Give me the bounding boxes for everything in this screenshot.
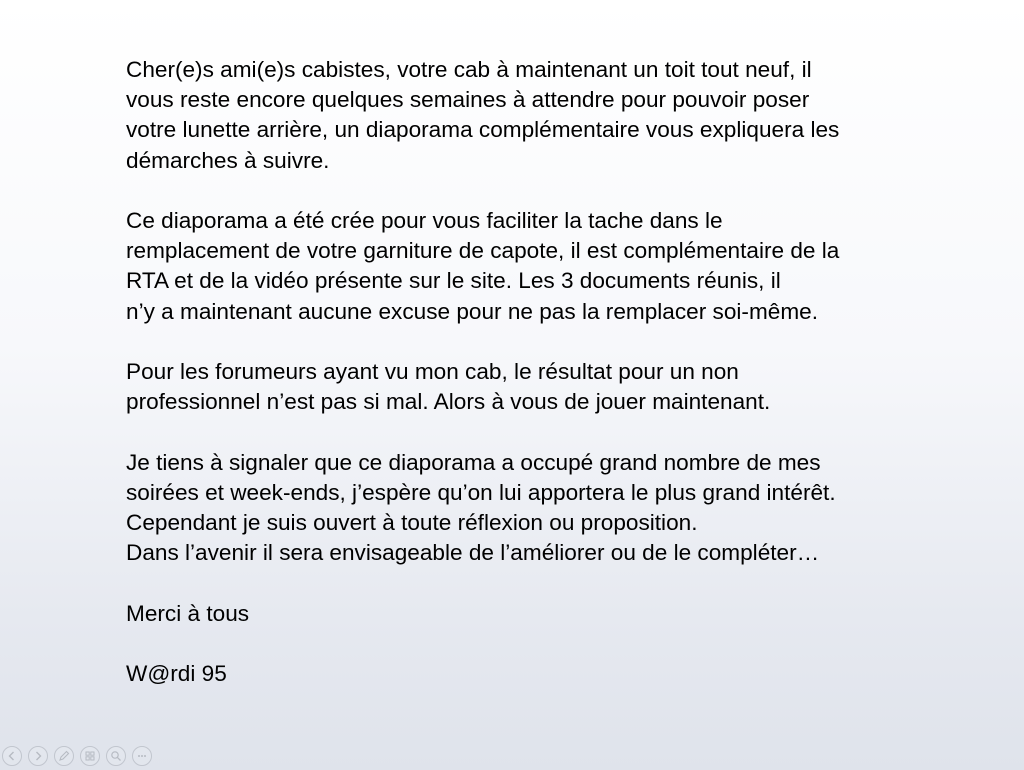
slide-text-body: [126, 55, 1006, 689]
text-line: Merci à tous: [126, 600, 250, 626]
text-line: Cher(e)s ami(e)s cabistes, votre cab à maintenant un toit tout neuf, il: [126, 57, 812, 82]
previous-icon: [6, 750, 18, 762]
text-line: n’y a maintenant aucune excuse pour ne pas la remplacer soi-même.: [126, 298, 818, 324]
more-options-button[interactable]: [132, 746, 152, 766]
text-line: RTA et de la vidéo présente sur le site. Les 3 documents réunis, il: [126, 268, 781, 294]
text-line: remplacement de votre garniture de capote, il est complémentaire de la: [126, 238, 840, 264]
paragraph-spacer: [126, 327, 1006, 357]
text-line: votre lunette arrière, un diaporama complémentaire vous expliquera les: [126, 117, 840, 143]
text-line: Je tiens à signaler que ce diaporama a occupé grand nombre de mes: [126, 449, 821, 475]
paragraph-spacer: [126, 568, 1006, 598]
paragraph-intro: [126, 55, 1006, 176]
signature: W@rdi 95: [126, 660, 227, 686]
next-icon: [32, 750, 44, 762]
previous-slide-button[interactable]: [2, 746, 22, 766]
zoom-button[interactable]: [106, 746, 126, 766]
text-line: vous reste encore quelques semaines à attendre pour pouvoir poser: [126, 87, 810, 113]
paragraph-note: [126, 448, 1006, 569]
slides-grid-icon: [84, 750, 96, 762]
text-line: soirées et week-ends, j’espère qu’on lui apportera le plus grand intérêt.: [126, 479, 836, 505]
paragraph-forum: [126, 357, 1006, 417]
more-options-icon: [136, 750, 148, 762]
pen-icon: [58, 750, 70, 762]
paragraph-thanks: [126, 599, 1006, 629]
text-line: Ce diaporama a été crée pour vous faciliter la tache dans le: [126, 208, 723, 233]
slideshow-toolbar: [2, 746, 152, 766]
pen-button[interactable]: [54, 746, 74, 766]
paragraph-purpose: [126, 206, 1006, 327]
paragraph-spacer: [126, 176, 1006, 206]
paragraph-spacer: [126, 417, 1006, 447]
text-line: Pour les forumeurs ayant vu mon cab, le résultat pour un non: [126, 359, 739, 384]
paragraph-spacer: [126, 629, 1006, 659]
text-line: Dans l’avenir il sera envisageable de l’améliorer ou de le compléter…: [126, 540, 820, 566]
see-all-slides-button[interactable]: [80, 746, 100, 766]
text-line: Cependant je suis ouvert à toute réflexion ou proposition.: [126, 510, 698, 535]
paragraph-signature: [126, 659, 1006, 689]
next-slide-button[interactable]: [28, 746, 48, 766]
text-line: démarches à suivre.: [126, 147, 330, 173]
zoom-icon: [110, 750, 122, 762]
text-line: professionnel n’est pas si mal. Alors à vous de jouer maintenant.: [126, 389, 771, 415]
